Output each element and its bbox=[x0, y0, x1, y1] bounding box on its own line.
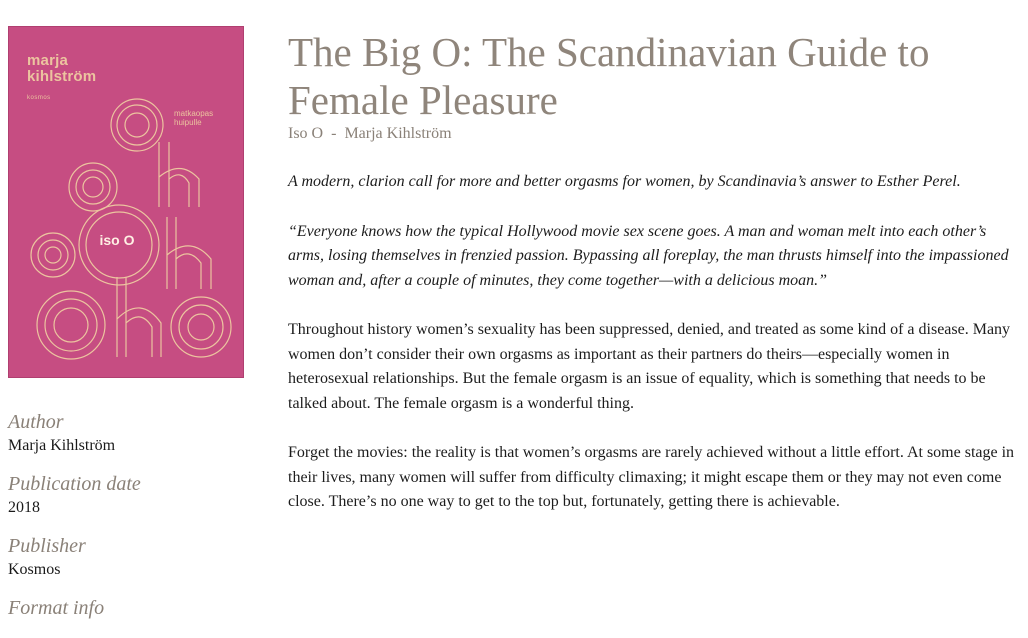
cover-subtitle-line2: huipulle bbox=[174, 118, 202, 127]
description-paragraph-1: Throughout history women’s sexuality has been suppressed, denied, and treated as some kind of a disease. Many women don’t consider their own orgasms as important as their partners do theirs—especially women in heterosexual relationships. But the female orgasm is an issue of equality, which is something that needs to be talked about. The female orgasm is a wonderful thing. bbox=[288, 321, 1011, 412]
book-cover bbox=[8, 26, 244, 378]
subline-author: Marja Kihlström bbox=[344, 125, 452, 142]
book-subline bbox=[288, 124, 1016, 144]
book-metadata bbox=[8, 410, 248, 620]
subline-separator: - bbox=[331, 125, 337, 142]
publication-date-value: 2018 bbox=[8, 499, 40, 516]
cover-publisher-text: kosmos bbox=[27, 95, 51, 101]
description-paragraph-2: Forget the movies: the reality is that women’s orgasms are rarely achieved without a little effort. At some stage in their lives, many women will suffer from difficulty climaxing; it might escape them or they may not even come close. There’s no one way to get to the top but, fortunately, getting there is achievable. bbox=[288, 444, 1015, 510]
description-intro: A modern, clarion call for more and better orgasms for women, by Scandinavia’s answer to Esther Perel. bbox=[288, 173, 961, 190]
cover-author-last: kihlström bbox=[27, 68, 97, 85]
author-label: Author bbox=[8, 411, 64, 433]
book-details bbox=[288, 28, 1016, 540]
author-value: Marja Kihlström bbox=[8, 437, 116, 454]
cover-subtitle-text bbox=[174, 109, 213, 127]
cover-title-text: iso O bbox=[99, 232, 135, 248]
book-title: The Big O: The Scandinavian Guide to Female Pleasure bbox=[288, 29, 930, 123]
cover-subtitle-line1: matkaopas bbox=[174, 109, 214, 118]
cover-author-first: marja bbox=[27, 52, 69, 69]
publication-date-label: Publication date bbox=[8, 473, 141, 495]
cover-author-text bbox=[27, 53, 96, 85]
publisher-value: Kosmos bbox=[8, 561, 61, 578]
original-title: Iso O bbox=[288, 125, 324, 142]
format-info-label: Format info bbox=[8, 597, 105, 619]
description-quote: “Everyone knows how the typical Hollywood movie sex scene goes. A man and woman melt into each other’s arms, losing themselves in frenzied passion. Bypassing all foreplay, the man thrusts himself into the impassioned woman and, after a couple of minutes, they come together—with a delicious moan.” bbox=[288, 222, 1009, 289]
publisher-label: Publisher bbox=[8, 535, 86, 557]
